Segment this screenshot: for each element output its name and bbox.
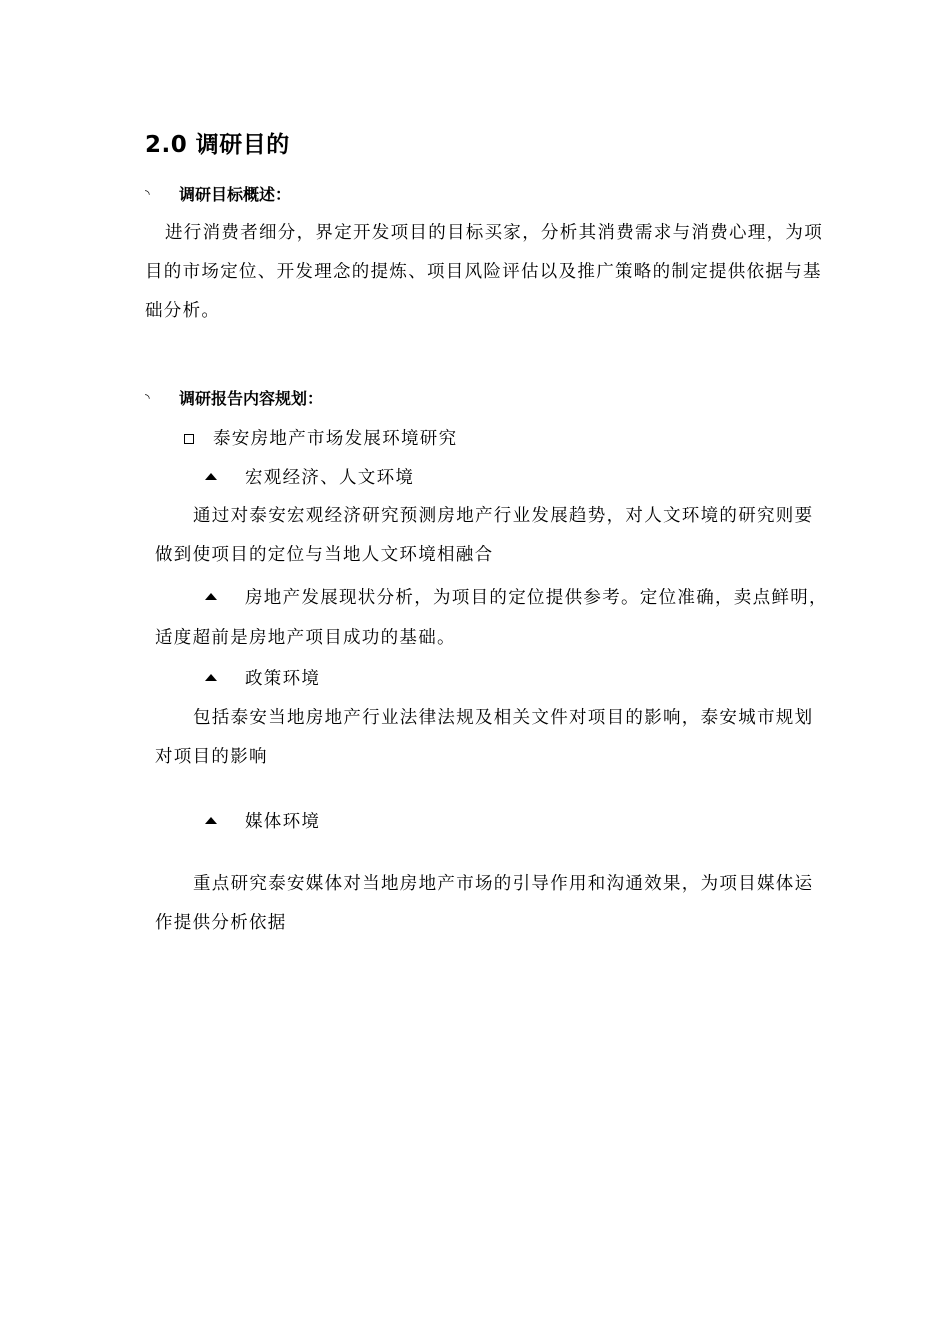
item-title: 媒体环境 bbox=[245, 812, 321, 832]
subheading-market-environment bbox=[184, 425, 457, 450]
triangle-bullet-icon bbox=[205, 593, 217, 600]
paragraph-line: 适度超前是房地产项目成功的基础。 bbox=[155, 628, 456, 648]
section-label: 调研报告内容规划： bbox=[179, 389, 324, 408]
item-status-analysis bbox=[205, 584, 828, 609]
item-media-environment-text bbox=[155, 865, 845, 943]
item-macro-economy bbox=[205, 464, 414, 489]
paragraph-line: 础分析。 bbox=[145, 301, 221, 321]
triangle-bullet-icon bbox=[205, 473, 217, 480]
item-title: 政策环境 bbox=[245, 669, 321, 689]
paragraph-line: 通过对泰安宏观经济研究预测房地产行业发展趋势，对人文环境的研究则要 bbox=[193, 506, 814, 526]
objectives-paragraph bbox=[145, 214, 845, 331]
triangle-bullet-icon bbox=[205, 817, 217, 824]
paragraph-line: 重点研究泰安媒体对当地房地产市场的引导作用和沟通效果，为项目媒体运 bbox=[193, 874, 814, 894]
half-moon-bullet-icon: ◝ bbox=[145, 186, 150, 201]
paragraph-line: 进行消费者细分，界定开发项目的目标买家，分析其消费需求与消费心理，为项 bbox=[165, 223, 823, 243]
paragraph-line: 对项目的影响 bbox=[155, 747, 268, 767]
triangle-bullet-icon bbox=[205, 674, 217, 681]
section-label: 调研目标概述： bbox=[179, 185, 292, 204]
subheading-label: 泰安房地产市场发展环境研究 bbox=[213, 429, 458, 449]
paragraph-line: 做到使项目的定位与当地人文环境相融合 bbox=[155, 545, 494, 565]
section-heading-objectives bbox=[145, 182, 291, 205]
square-bullet-icon bbox=[184, 434, 194, 444]
paragraph-line: 包括泰安当地房地产行业法律法规及相关文件对项目的影响，泰安城市规划 bbox=[193, 708, 814, 728]
item-macro-economy-text bbox=[155, 497, 845, 575]
item-title: 宏观经济、人文环境 bbox=[245, 468, 415, 488]
half-moon-bullet-icon: ◝ bbox=[145, 390, 150, 405]
item-status-analysis-text bbox=[155, 619, 845, 658]
paragraph-line: 作提供分析依据 bbox=[155, 913, 287, 933]
item-policy-environment-text bbox=[155, 699, 845, 777]
item-policy-environment bbox=[205, 665, 320, 690]
page-title: 2.0 调研目的 bbox=[145, 132, 290, 158]
item-title: 房地产发展现状分析，为项目的定位提供参考。定位准确，卖点鲜明， bbox=[245, 588, 828, 608]
section-heading-report-plan bbox=[145, 386, 323, 409]
paragraph-line: 目的市场定位、开发理念的提炼、项目风险评估以及推广策略的制定提供依据与基 bbox=[145, 262, 822, 282]
item-media-environment bbox=[205, 808, 320, 833]
